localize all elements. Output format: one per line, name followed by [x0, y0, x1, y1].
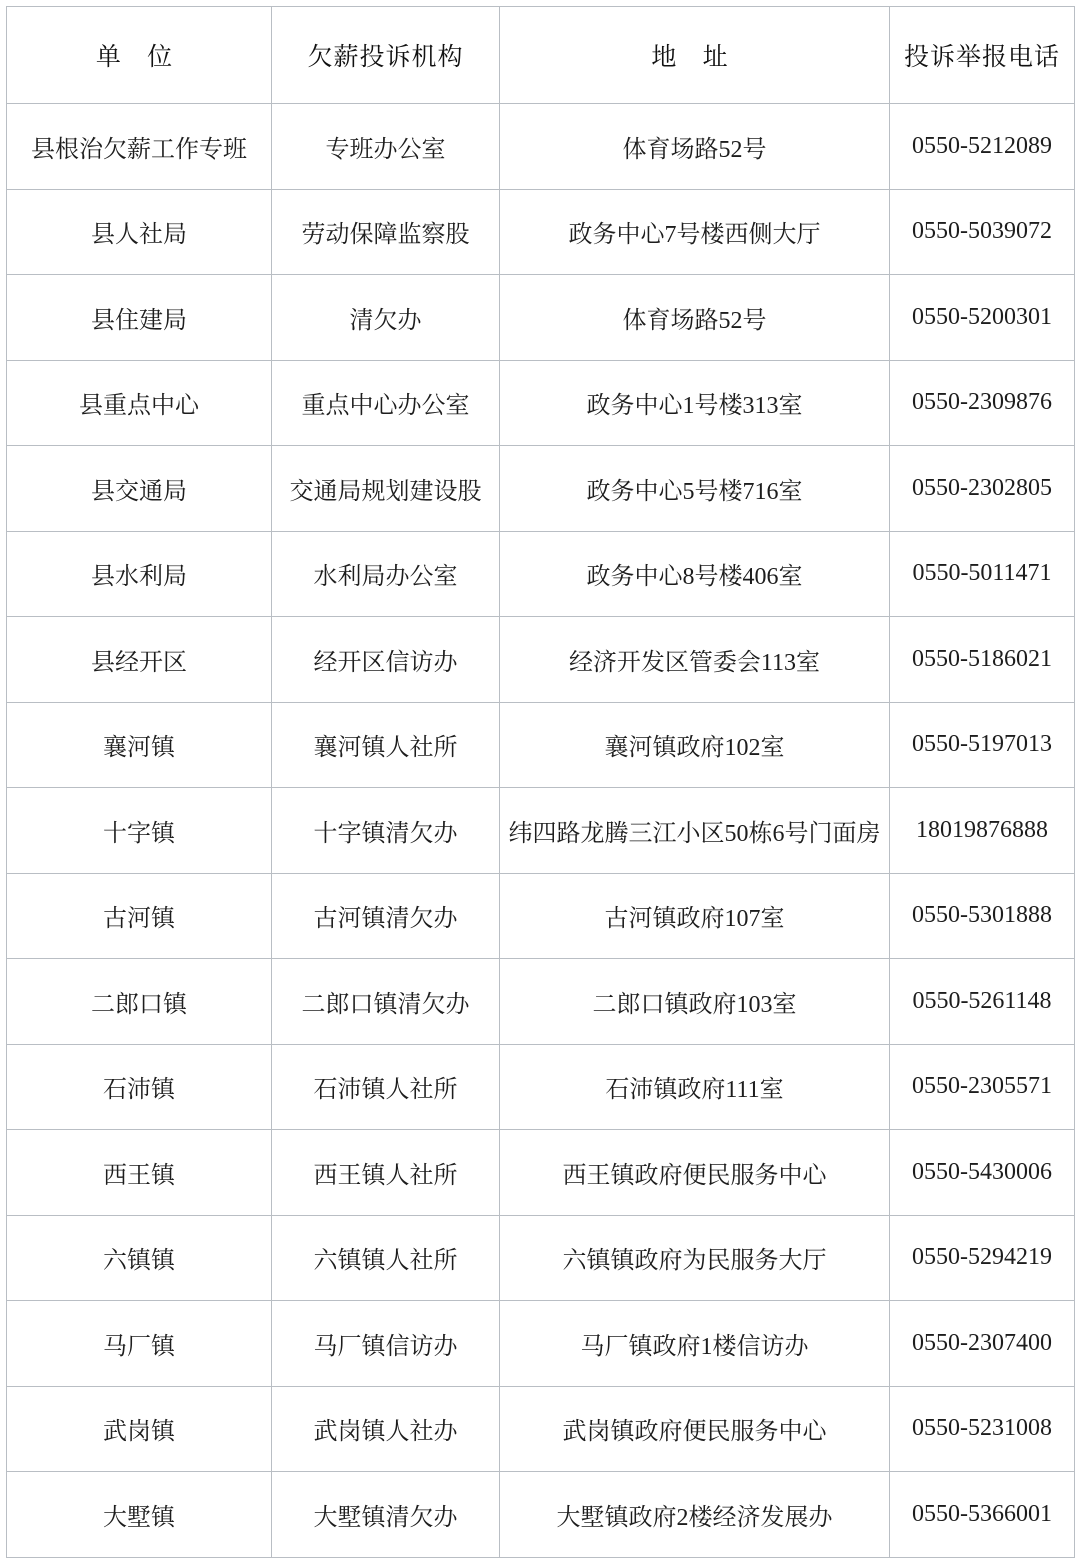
cell-unit: 大墅镇	[7, 1472, 272, 1558]
cell-address: 经济开发区管委会113室	[500, 617, 890, 703]
cell-unit: 马厂镇	[7, 1301, 272, 1387]
cell-address: 大墅镇政府2楼经济发展办	[500, 1472, 890, 1558]
cell-address: 二郎口镇政府103室	[500, 959, 890, 1045]
cell-phone[interactable]: 0550-5186021	[890, 617, 1075, 703]
cell-unit: 六镇镇	[7, 1215, 272, 1301]
cell-address: 古河镇政府107室	[500, 873, 890, 959]
cell-address: 武岗镇政府便民服务中心	[500, 1386, 890, 1472]
cell-address: 西王镇政府便民服务中心	[500, 1130, 890, 1216]
table-row	[7, 1044, 1075, 1130]
table-row	[7, 275, 1075, 361]
cell-unit: 十字镇	[7, 788, 272, 874]
cell-organization: 二郎口镇清欠办	[272, 959, 500, 1045]
cell-unit: 县根治欠薪工作专班	[7, 104, 272, 190]
cell-organization: 大墅镇清欠办	[272, 1472, 500, 1558]
cell-organization: 交通局规划建设股	[272, 446, 500, 532]
table-row	[7, 189, 1075, 275]
cell-phone[interactable]: 0550-5294219	[890, 1215, 1075, 1301]
cell-address: 体育场路52号	[500, 104, 890, 190]
cell-phone[interactable]: 0550-5301888	[890, 873, 1075, 959]
cell-organization: 重点中心办公室	[272, 360, 500, 446]
cell-phone[interactable]: 0550-5011471	[890, 531, 1075, 617]
cell-unit: 县经开区	[7, 617, 272, 703]
table-header-row	[7, 7, 1075, 104]
cell-unit: 武岗镇	[7, 1386, 272, 1472]
cell-organization: 六镇镇人社所	[272, 1215, 500, 1301]
table-row	[7, 959, 1075, 1045]
cell-unit: 县人社局	[7, 189, 272, 275]
table-row	[7, 360, 1075, 446]
cell-address: 石沛镇政府111室	[500, 1044, 890, 1130]
column-header-phone: 投诉举报电话	[890, 7, 1075, 104]
cell-unit: 县住建局	[7, 275, 272, 361]
cell-phone[interactable]: 0550-5039072	[890, 189, 1075, 275]
cell-address: 政务中心7号楼西侧大厅	[500, 189, 890, 275]
cell-unit: 古河镇	[7, 873, 272, 959]
cell-organization: 劳动保障监察股	[272, 189, 500, 275]
cell-organization: 石沛镇人社所	[272, 1044, 500, 1130]
cell-unit: 西王镇	[7, 1130, 272, 1216]
cell-unit: 县重点中心	[7, 360, 272, 446]
cell-unit: 县水利局	[7, 531, 272, 617]
column-header-unit: 单 位	[7, 7, 272, 104]
cell-organization: 武岗镇人社办	[272, 1386, 500, 1472]
cell-organization: 古河镇清欠办	[272, 873, 500, 959]
cell-phone[interactable]: 0550-5212089	[890, 104, 1075, 190]
cell-unit: 县交通局	[7, 446, 272, 532]
cell-phone[interactable]: 0550-2302805	[890, 446, 1075, 532]
cell-address: 六镇镇政府为民服务大厅	[500, 1215, 890, 1301]
table-row	[7, 1386, 1075, 1472]
cell-phone[interactable]: 0550-5200301	[890, 275, 1075, 361]
cell-phone[interactable]: 0550-5231008	[890, 1386, 1075, 1472]
cell-phone[interactable]: 0550-2309876	[890, 360, 1075, 446]
column-header-organization: 欠薪投诉机构	[272, 7, 500, 104]
cell-organization: 马厂镇信访办	[272, 1301, 500, 1387]
cell-unit: 石沛镇	[7, 1044, 272, 1130]
cell-unit: 襄河镇	[7, 702, 272, 788]
cell-phone[interactable]: 0550-2305571	[890, 1044, 1075, 1130]
table-body	[7, 104, 1075, 1558]
table-row	[7, 873, 1075, 959]
table-row	[7, 104, 1075, 190]
table-row	[7, 702, 1075, 788]
cell-address: 马厂镇政府1楼信访办	[500, 1301, 890, 1387]
table-header	[7, 7, 1075, 104]
complaint-contact-table	[6, 6, 1075, 1558]
cell-phone[interactable]: 0550-5261148	[890, 959, 1075, 1045]
table-row	[7, 617, 1075, 703]
cell-organization: 水利局办公室	[272, 531, 500, 617]
cell-organization: 十字镇清欠办	[272, 788, 500, 874]
table-row	[7, 446, 1075, 532]
table-row	[7, 1130, 1075, 1216]
cell-phone[interactable]: 0550-5366001	[890, 1472, 1075, 1558]
cell-organization: 襄河镇人社所	[272, 702, 500, 788]
column-header-address: 地 址	[500, 7, 890, 104]
cell-address: 体育场路52号	[500, 275, 890, 361]
cell-phone[interactable]: 0550-5430006	[890, 1130, 1075, 1216]
cell-address: 政务中心8号楼406室	[500, 531, 890, 617]
cell-organization: 清欠办	[272, 275, 500, 361]
cell-organization: 经开区信访办	[272, 617, 500, 703]
cell-address: 纬四路龙腾三江小区50栋6号门面房	[500, 788, 890, 874]
table-row	[7, 1301, 1075, 1387]
table-row	[7, 1215, 1075, 1301]
cell-address: 政务中心1号楼313室	[500, 360, 890, 446]
cell-organization: 专班办公室	[272, 104, 500, 190]
table-row	[7, 1472, 1075, 1558]
cell-phone[interactable]: 18019876888	[890, 788, 1075, 874]
cell-unit: 二郎口镇	[7, 959, 272, 1045]
cell-organization: 西王镇人社所	[272, 1130, 500, 1216]
cell-address: 襄河镇政府102室	[500, 702, 890, 788]
table-row	[7, 531, 1075, 617]
cell-phone[interactable]: 0550-5197013	[890, 702, 1075, 788]
cell-phone[interactable]: 0550-2307400	[890, 1301, 1075, 1387]
cell-address: 政务中心5号楼716室	[500, 446, 890, 532]
table-row	[7, 788, 1075, 874]
